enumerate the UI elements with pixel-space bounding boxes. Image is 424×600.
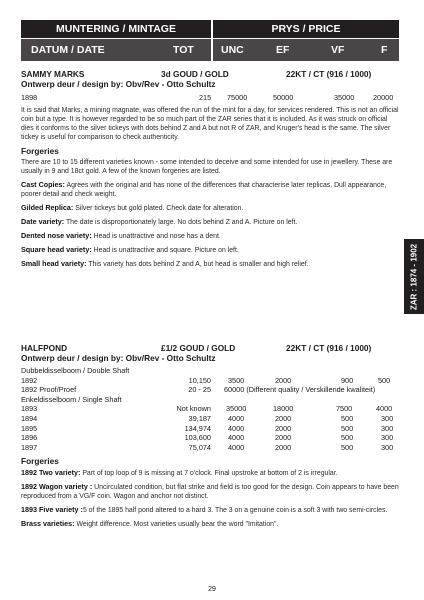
row-f: 20000 — [373, 93, 394, 102]
col-date: DATUM / DATE — [31, 44, 105, 56]
header-column-bar — [21, 39, 399, 61]
variety-item: Dented nose variety: Head is unattractive and nose has a dent. — [21, 230, 221, 240]
price-row — [21, 93, 399, 103]
col-f: F — [381, 44, 388, 56]
header-divider — [211, 20, 213, 61]
coin-fineness: 22KT / CT (916 / 1000) — [286, 69, 372, 79]
mintage-header: MUNTERING / MINTAGE — [56, 23, 176, 35]
row-vf: 35000 — [334, 93, 355, 102]
coin-denomination: £1/2 GOUD / GOLD — [161, 343, 236, 353]
forgeries-heading: Forgeries — [21, 145, 59, 156]
page-number: 29 — [208, 586, 216, 593]
row-ef: 50000 — [273, 93, 294, 102]
col-tot: TOT — [173, 44, 194, 56]
price-row: 1895 134,974 4000 2000 500 300 — [21, 423, 394, 433]
halfpond-title-row — [21, 344, 399, 354]
variety-item: Brass varieties: Weight difference. Most varieties usually bear the word "Imitation". — [21, 519, 279, 529]
col-ef: EF — [276, 44, 290, 56]
coin-denomination: 3d GOUD / GOLD — [161, 69, 229, 79]
double-shaft-label: Dubbeldisselboom / Double Shaft — [21, 366, 130, 375]
price-row: 1893 Not known 35000 18000 7500 4000 — [21, 404, 393, 414]
row-tot: 215 — [199, 93, 212, 102]
price-row: 1894 39,187 4000 2000 500 300 — [21, 413, 394, 423]
price-header: PRYS / PRICE — [271, 23, 341, 35]
row-date: 1898 — [21, 93, 38, 102]
price-row: 1892 10,150 3500 2000 900 500 — [21, 375, 391, 385]
variety-item: Date variety: The date is disproportionately large. No dots behind Z and A. Picture on left. — [21, 216, 298, 226]
single-shaft-label: Enkeldisselboom / Single Shaft — [21, 394, 122, 404]
col-unc: UNC — [221, 44, 244, 56]
price-row: 1892 Proof/Proef 20 - 25 60000 (Different quality / Verskillende kwaliteit) — [21, 385, 376, 395]
description-paragraph: It is said that Marks, a mining magnate, was offered the run of the mint for a day, for services rendered. This is not an official coin but a type. It is however regarded to be so much part of the ZAR series that it is included. As it was struck on official dies it conforms to the silver tickeys with dots behind Z and A but not R of ZAR, and Kruger's head is the same. The silver tickey is useful for comparison to check authenticity. — [21, 106, 399, 141]
sammy-title-row — [21, 70, 399, 80]
variety-item: 1893 Five variety :5 of the 1895 half pond altered to a hard 3. The 3 on a genuine coin is a soft 3 with two semi-circles. — [21, 505, 388, 515]
design-credit: Ontwerp deur / design by: Obv/Rev - Otto Schultz — [21, 353, 216, 363]
variety-item: Small head variety: This variety has dots behind Z and A, but head is smaller and high relief. — [21, 258, 309, 268]
variety-item: Square head variety: Head is unattractive and square. Picture on left. — [21, 244, 239, 254]
variety-item: Cast Copies: Agrees with the original and has none of the differences that characterise later replicas. Dull appearance, poorer detail and check weight. — [21, 179, 387, 198]
variety-item: Gilded Replica: Silver tickeys but gold plated. Check date for alteration. — [21, 202, 244, 212]
design-credit: Ontwerp deur / design by: Obv/Rev - Otto Schultz — [21, 79, 216, 89]
chapter-tab-label: ZAR : 1874 - 1902 — [409, 243, 419, 310]
halfpond-section — [21, 344, 399, 529]
variety-item: 1892 Wagon variety : Uncirculated condition, but flat strike and field is too good for the design. Coin appears to have been reproduced from a VG/F coin. Wagon and anchor not distinct. — [21, 482, 399, 501]
chapter-tab — [404, 239, 424, 314]
coin-name: HALFPOND — [21, 343, 68, 353]
row-unc: 75000 — [227, 93, 248, 102]
price-row: 1897 75,074 4000 2000 500 300 — [21, 442, 394, 452]
forgeries-heading: Forgeries — [21, 456, 59, 467]
variety-item: 1892 Two variety: Part of top loop of 9 is missing at 7 o'clock. Final upstroke at bottom of 2 is irregular. — [21, 468, 338, 478]
col-vf: VF — [331, 44, 345, 56]
sammy-marks-section — [21, 70, 399, 269]
price-row: 1896 103,600 4000 2000 500 300 — [21, 433, 394, 443]
coin-name: SAMMY MARKS — [21, 69, 85, 79]
forgeries-paragraph: There are 10 to 15 different varieties known - some intended to deceive and some intended for use in jewellery. These are usually in 9 and 18ct gold. A few of the known forgeries are listed. — [21, 158, 393, 175]
header-top-bar — [21, 20, 399, 38]
coin-fineness: 22KT / CT (916 / 1000) — [286, 343, 372, 353]
